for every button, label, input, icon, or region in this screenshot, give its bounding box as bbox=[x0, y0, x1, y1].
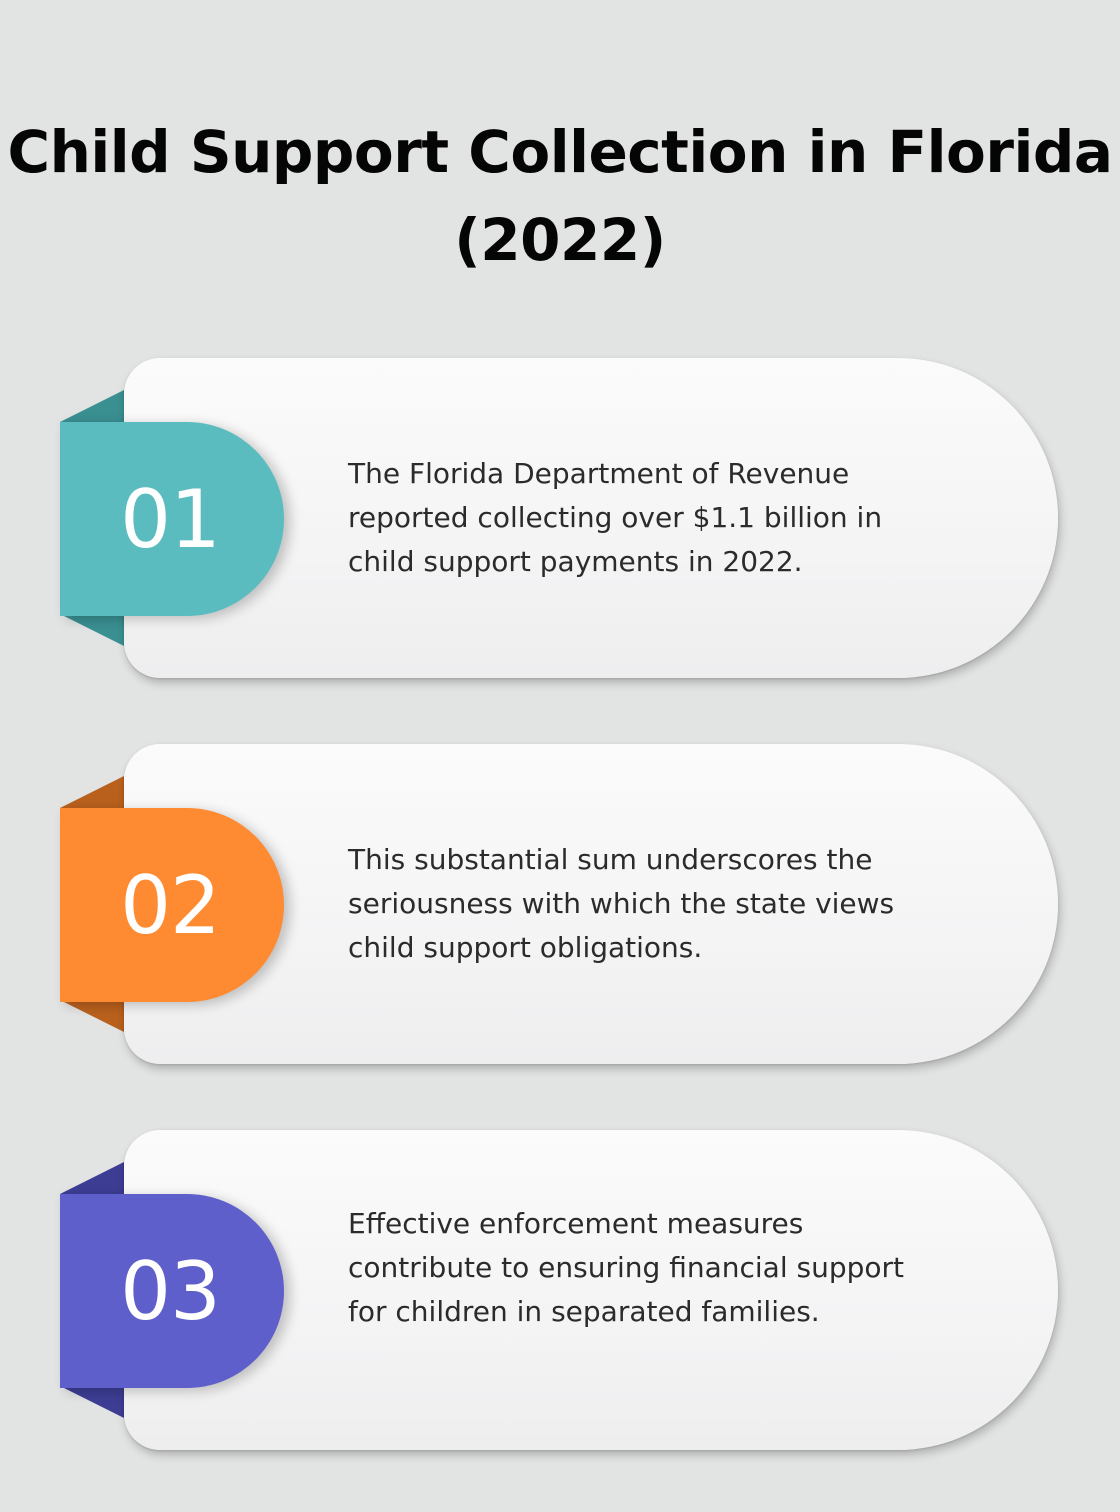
step-number-tab-2 bbox=[60, 808, 284, 1002]
step-2 bbox=[0, 744, 1120, 1066]
page-title: Child Support Collection in Florida (2022) bbox=[7, 118, 1113, 274]
step-text-2: This substantial sum underscores the seriousness with which the state views child support obligations. bbox=[348, 843, 895, 964]
step-3 bbox=[0, 1130, 1120, 1452]
step-text-1: The Florida Department of Revenue reported collecting over $1.1 billion in child support payments in 2022. bbox=[348, 457, 883, 578]
step-number-tab-1 bbox=[60, 422, 284, 616]
step-number-2: 02 bbox=[120, 858, 220, 952]
step-text-3: Effective enforcement measures contribute to ensuring financial support for children in separated families. bbox=[348, 1207, 904, 1328]
step-number-1: 01 bbox=[120, 472, 220, 566]
step-1 bbox=[0, 358, 1120, 680]
step-number-tab-3 bbox=[60, 1194, 284, 1388]
step-number-3: 03 bbox=[120, 1244, 220, 1338]
